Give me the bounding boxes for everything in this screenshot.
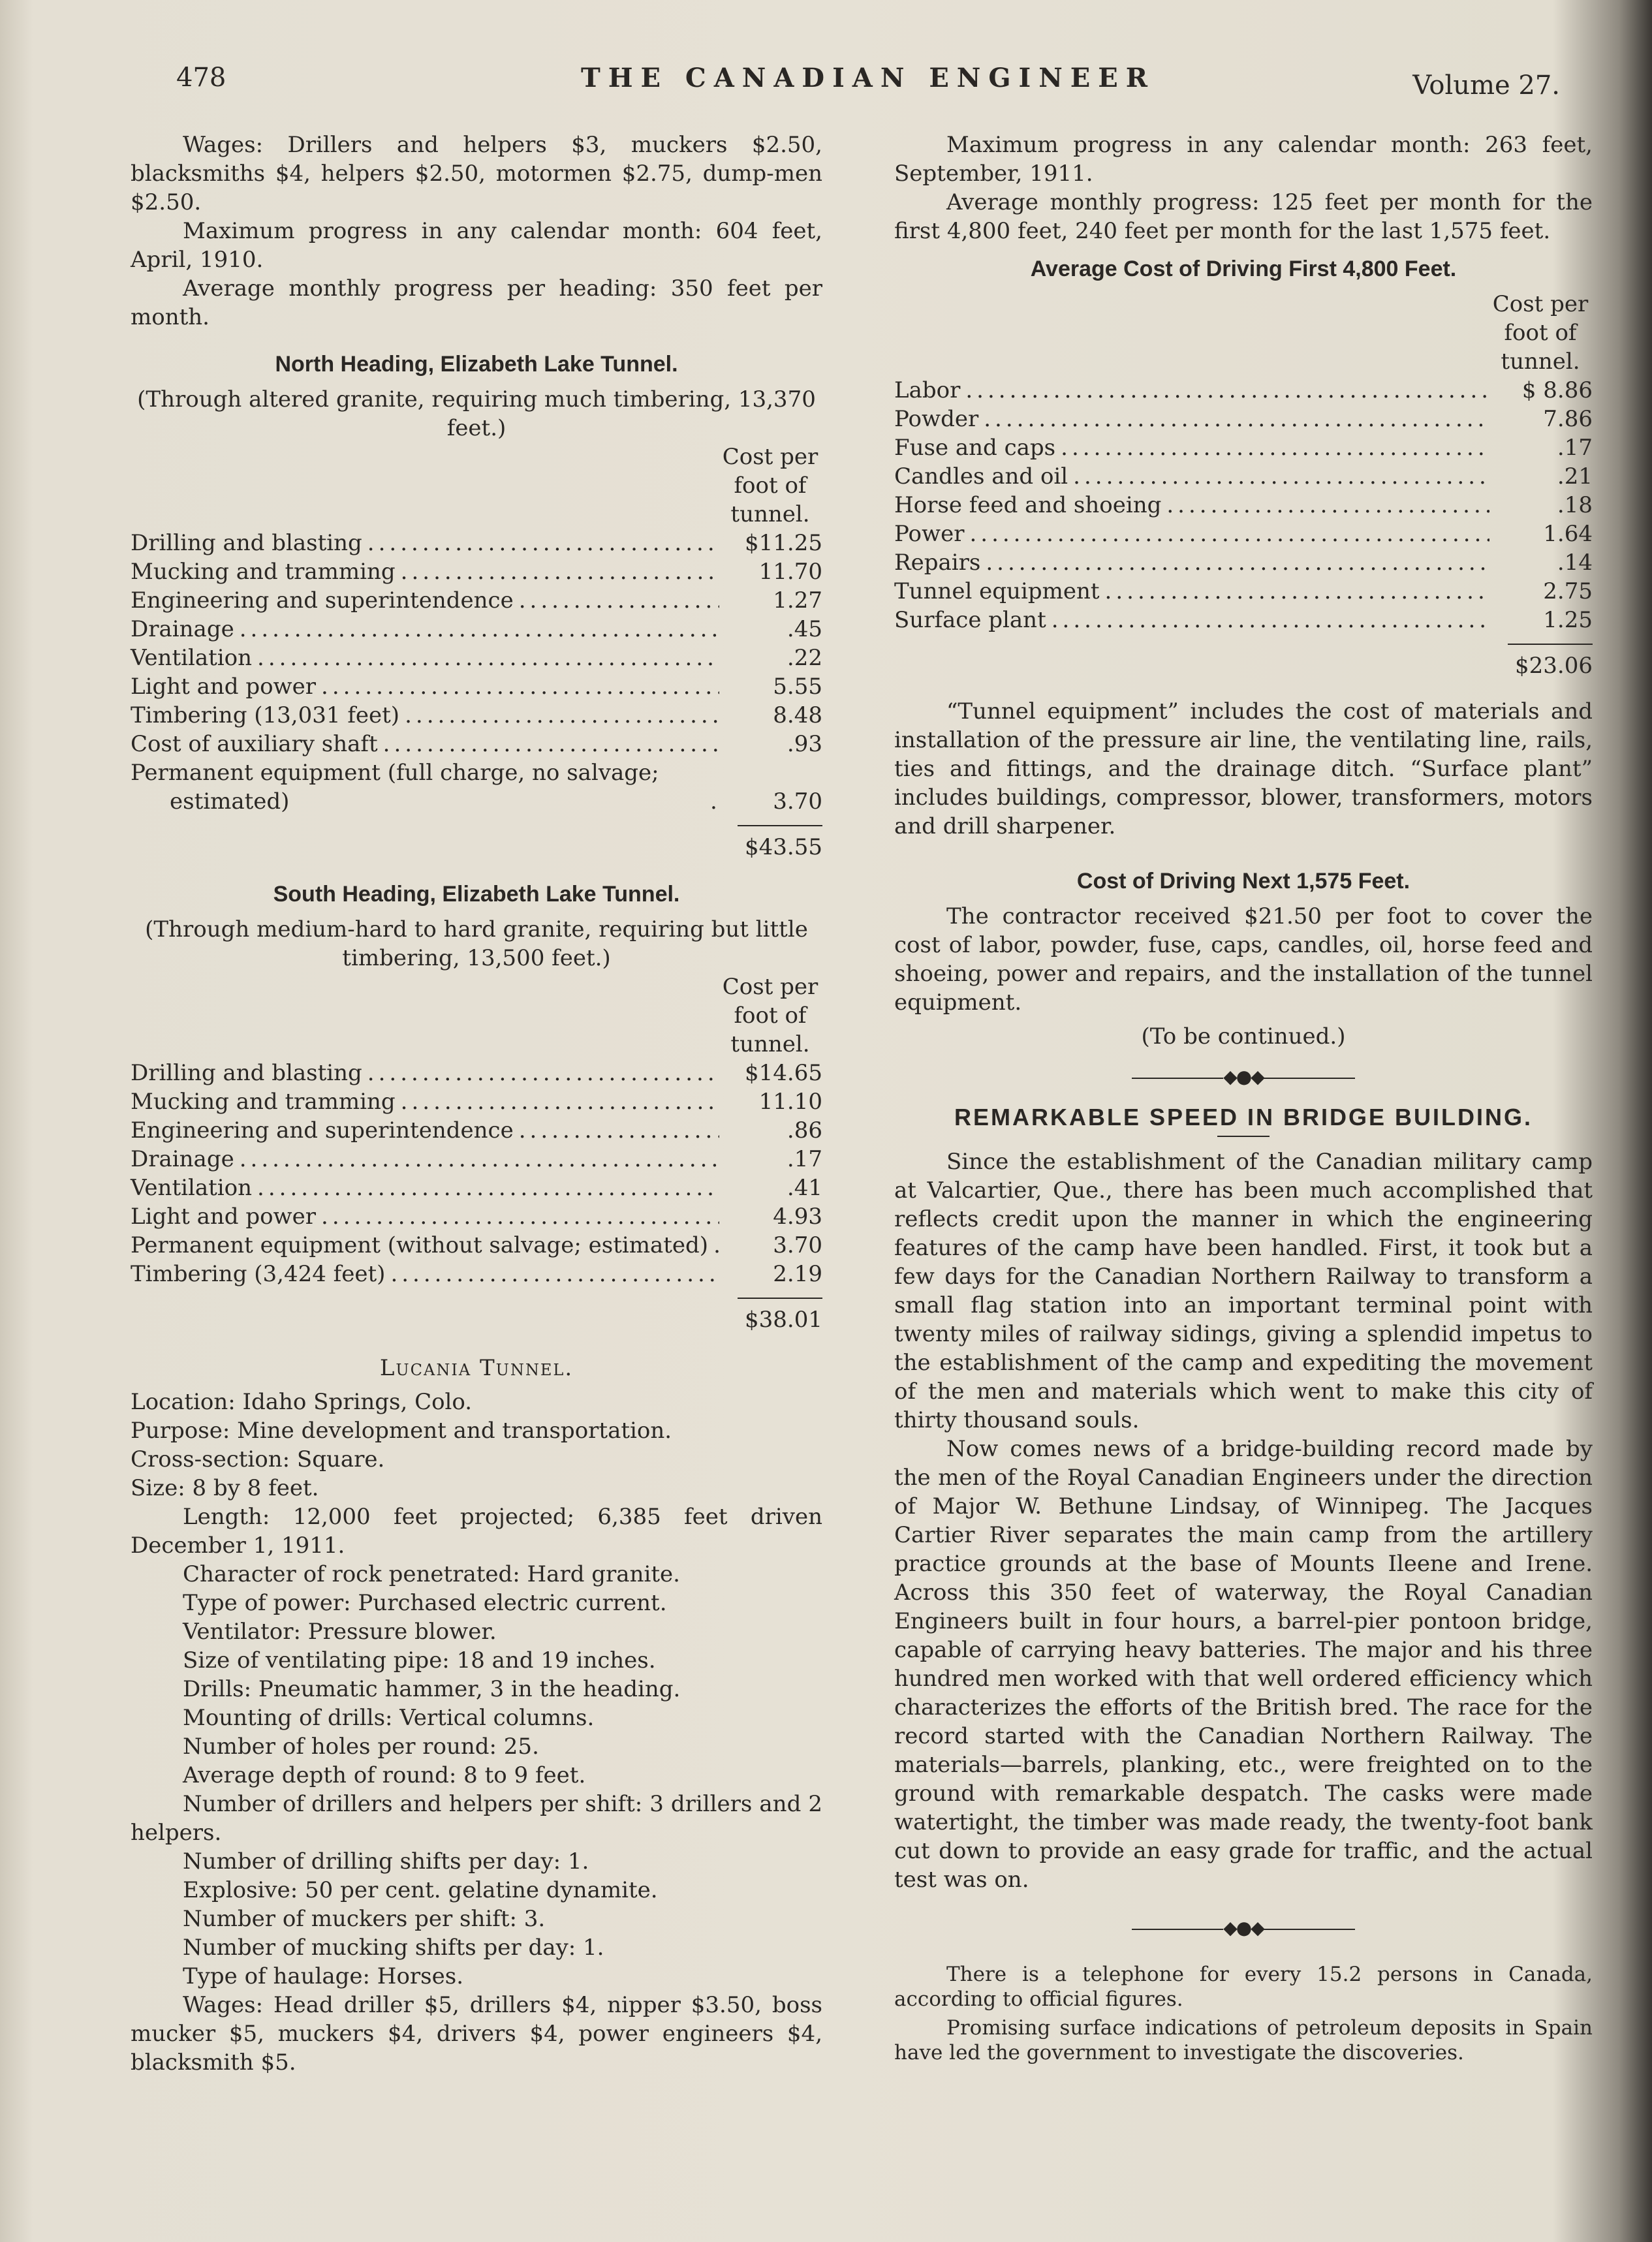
list-item: Explosive: 50 per cent. gelatine dynamite. <box>183 1877 658 1903</box>
cost-row: Timbering (13,031 feet) ..... 8.48 <box>131 701 822 730</box>
cost-column-header: Cost per foot of tunnel. <box>1492 291 1589 375</box>
article-title: REMARKABLE SPEED IN BRIDGE BUILDING. <box>954 1104 1533 1130</box>
list-item: Number of muckers per shift: 3. <box>183 1906 546 1932</box>
paragraph: Maximum progress in any calendar month: 263 feet, September, 1911. <box>894 132 1593 187</box>
section-heading: Lucania Tunnel. <box>379 1355 574 1381</box>
cost-row: Drilling and blasting ..... $11.25 <box>131 529 822 557</box>
cost-row: Mucking and tramming ..... 11.10 <box>131 1087 822 1116</box>
paragraph: Maximum progress in any calendar month: 604 feet, April, 1910. <box>131 218 822 273</box>
cost-total: $43.55 <box>745 834 822 860</box>
cost-row: Powder ..... 7.86 <box>894 405 1593 433</box>
list-item: Mounting of drills: Vertical columns. <box>183 1705 595 1731</box>
paragraph: Average monthly progress: 125 feet per month for the first 4,800 feet, 240 feet per month for the last 1,575 feet. <box>894 189 1593 244</box>
cost-row: Drilling and blasting ..... $14.65 <box>131 1059 822 1087</box>
cost-row: Ventilation ..... .41 <box>131 1174 822 1202</box>
paragraph: Now comes news of a bridge-building record made by the men of the Royal Canadian Engineers under the direction of Major W. Bethune Lindsay, of Winnipeg. The Jacques Cartier River separates the main camp from the artillery practice grounds at the base of Mounts Ileene and Irene. Across this 350 feet of waterway, the Royal Canadian Engineers built in four hours, a barrel-pier pontoon bridge, capable of carrying heavy batteries. The major and his three hundred men worked with that well ordered efficiency which characterizes the efforts of the British bred. The race for the record started with the Canadian Northern Railway. The materials—barrels, planking, etc., were freighted on to the ground with remarkable despatch. The casks were made watertight, the timber was made ready, the twenty-foot bank cut down to provide an easy grade for traffic, and the actual test was on. <box>894 1436 1593 1893</box>
cost-row: Repairs ..... .14 <box>894 548 1593 577</box>
cost-row: Engineering and superintendence ..... 1.27 <box>131 586 822 615</box>
list-item: Location: Idaho Springs, Colo. <box>131 1389 473 1415</box>
page-number: 478 <box>176 63 226 93</box>
volume-label: Volume 27. <box>1412 70 1560 101</box>
cost-row: Light and power ..... 5.55 <box>131 672 822 701</box>
list-item: Length: 12,000 feet projected; 6,385 feet driven December 1, 1911. <box>131 1504 822 1559</box>
list-item: Drills: Pneumatic hammer, 3 in the heading. <box>183 1676 681 1702</box>
list-item: Number of holes per round: 25. <box>183 1734 539 1760</box>
page-header <box>176 57 1560 110</box>
list-item: Cross-section: Square. <box>131 1446 385 1472</box>
paragraph: “Tunnel equipment” includes the cost of materials and installation of the pressure air line, the ventilating line, rails, ties and fittings, and the drainage ditch. “Surface plant” includes buildings, compressor, blower, transformers, motors and drill sharpener. <box>894 698 1593 839</box>
list-item: Number of mucking shifts per day: 1. <box>183 1935 604 1961</box>
list-item: Size: 8 by 8 feet. <box>131 1475 319 1501</box>
list-item: Ventilator: Pressure blower. <box>183 1619 497 1645</box>
ornament-divider: ◆●◆ <box>894 1914 1593 1942</box>
cost-row: Fuse and caps ..... .17 <box>894 433 1593 462</box>
cost-table-avg <box>894 376 1593 634</box>
cost-column-header: Cost per foot of tunnel. <box>722 444 818 527</box>
cost-row: Permanent equipment (full charge, no salvage; estimated) ..... 3.70 <box>131 758 822 816</box>
list-item: Character of rock penetrated: Hard granite. <box>183 1561 680 1587</box>
cost-row: Drainage ..... .17 <box>131 1145 822 1174</box>
paragraph: Since the establishment of the Canadian military camp at Valcartier, Que., there has been much accomplished that reflects credit upon the manner in which the engineering features of the camp have been handled. First, it took but a few days for the Canadian Northern Railway to transform a small flag station into an important terminal point with twenty miles of railway sidings, giving a splendid impetus to the establishment of the camp and expediting the movement of the men and materials which went to make this city of thirty thousand souls. <box>894 1149 1593 1433</box>
list-item: Size of ventilating pipe: 18 and 19 inches. <box>183 1647 656 1674</box>
list-item: Average depth of round: 8 to 9 feet. <box>183 1762 586 1788</box>
journal-title: THE CANADIAN ENGINEER <box>580 63 1156 93</box>
total-rule <box>738 1298 822 1299</box>
cost-row: Cost of auxiliary shaft ..... .93 <box>131 730 822 758</box>
cost-row: Ventilation ..... .22 <box>131 644 822 672</box>
list-item: Type of haulage: Horses. <box>183 1963 463 1989</box>
list-item: Number of drilling shifts per day: 1. <box>183 1848 589 1875</box>
section-subtitle: (Through medium-hard to hard granite, requiring but little timbering, 13,500 feet.) <box>145 916 808 971</box>
section-subtitle: (Through altered granite, requiring much timbering, 13,370 feet.) <box>137 386 816 441</box>
paragraph: The contractor received $21.50 per foot to cover the cost of labor, powder, fuse, caps, candles, oil, horse feed and shoeing, power and repairs, and the installation of the tunnel equipment. <box>894 903 1593 1016</box>
paragraph: Wages: Drillers and helpers $3, muckers $2.50, blacksmiths $4, helpers $2.50, motormen $2.75, dump-men $2.50. <box>131 132 822 215</box>
section-heading: Average Cost of Driving First 4,800 Feet. <box>1030 257 1457 281</box>
total-rule <box>1508 644 1593 645</box>
ornament-divider: ◆●◆ <box>894 1063 1593 1091</box>
cost-row: Permanent equipment (without salvage; estimated) ..... 3.70 <box>131 1231 822 1260</box>
cost-row: Horse feed and shoeing ..... .18 <box>894 491 1593 520</box>
cost-row: Candles and oil ..... .21 <box>894 462 1593 491</box>
news-note: There is a telephone for every 15.2 persons in Canada, according to official figures. <box>894 1963 1593 2011</box>
cost-total: $38.01 <box>745 1307 822 1333</box>
section-heading: South Heading, Elizabeth Lake Tunnel. <box>273 882 680 907</box>
cost-row: Power ..... 1.64 <box>894 520 1593 548</box>
section-heading: Cost of Driving Next 1,575 Feet. <box>1076 869 1410 894</box>
list-item: Number of drillers and helpers per shift: 3 drillers and 2 helpers. <box>131 1791 822 1846</box>
cost-table-south <box>131 1059 822 1288</box>
cost-table-north <box>131 529 822 816</box>
cost-row: Mucking and tramming ..... 11.70 <box>131 557 822 586</box>
section-heading: North Heading, Elizabeth Lake Tunnel. <box>275 352 678 377</box>
cost-row: Engineering and superintendence ..... .86 <box>131 1116 822 1145</box>
list-item: Type of power: Purchased electric current. <box>183 1590 667 1616</box>
total-rule <box>738 825 822 826</box>
left-column <box>131 131 822 2077</box>
cost-row: Labor ..... $ 8.86 <box>894 376 1593 405</box>
news-note: Promising surface indications of petroleum deposits in Spain have led the government to investigate the discoveries. <box>894 2016 1593 2064</box>
cost-row: Drainage ..... .45 <box>131 615 822 644</box>
cost-total: $23.06 <box>1515 653 1593 679</box>
list-item: Purpose: Mine development and transportation. <box>131 1418 672 1444</box>
lucania-details <box>131 1388 822 2077</box>
cost-column-header: Cost per foot of tunnel. <box>722 974 818 1057</box>
list-item: Wages: Head driller $5, drillers $4, nipper $3.50, boss mucker $5, muckers $4, drivers $4, power engineers $4, blacksmith $5. <box>131 1992 822 2076</box>
continued-note: (To be continued.) <box>1141 1023 1346 1050</box>
cost-row: Surface plant ..... 1.25 <box>894 606 1593 634</box>
cost-row: Light and power ..... 4.93 <box>131 1202 822 1231</box>
title-rule <box>1217 1136 1270 1137</box>
right-column <box>894 131 1593 2065</box>
cost-row: Timbering (3,424 feet) ..... 2.19 <box>131 1260 822 1288</box>
cost-row: Tunnel equipment ..... 2.75 <box>894 577 1593 606</box>
paragraph: Average monthly progress per heading: 350 feet per month. <box>131 275 822 330</box>
